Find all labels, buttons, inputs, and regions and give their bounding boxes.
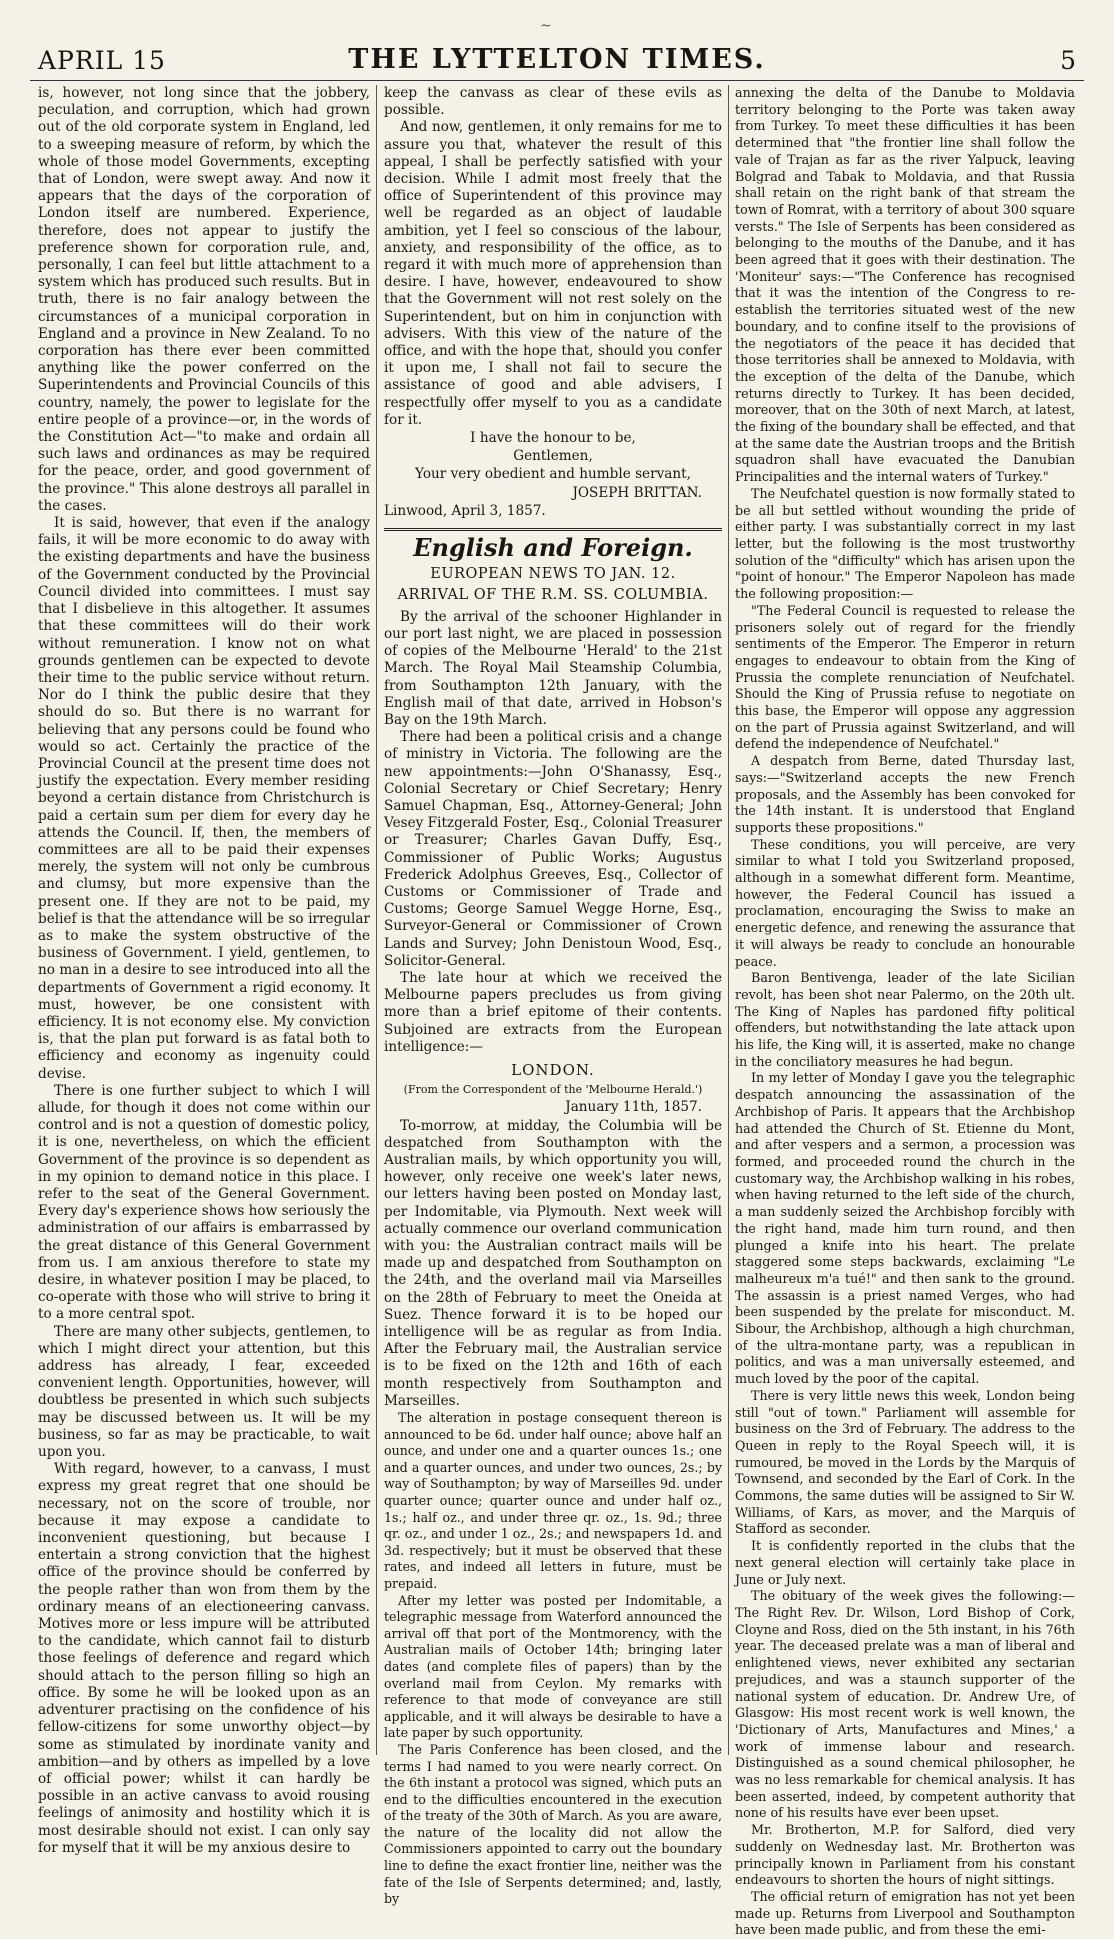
signoff-name: JOSEPH BRITTAN. [572, 484, 702, 501]
masthead [30, 40, 1084, 81]
london-small-type [384, 1410, 722, 1908]
news-paragraph: The late hour at which we received the Melbourne papers precludes us from giving more than a brief epitome of their contents. Subjoined are extracts from the European intelligence:— [384, 969, 722, 1055]
column-rule-1 [376, 85, 377, 1755]
news-paragraph: Baron Bentivenga, leader of the late Sicilian revolt, has been shot near Palermo, on the 20th ult. The King of Naples has pardoned fifty political offenders, but notwithstanding the late attack upon his life, the King will, it is asserted, make no change in the conciliatory measures he had begun. [735, 970, 1075, 1069]
news-paragraph: The obituary of the week gives the following:—The Right Rev. Dr. Wilson, Lord Bishop of Cork, Cloyne and Ross, died on the 5th instant, in his 76th year. The deceased prelate was a man of liberal and enlightened views, never exhibited any sectarian prejudices, and was a staunch supporter of the national system of education. Dr. Andrew Ure, of Glasgow: His most recent work is well known, the 'Dictionary of Arts, Manufactures and Mines,' a work of immense labour and research. Distinguished as a sound chemical philosopher, he was no less remarkable for chemical analysis. It has been asserted, indeed, by competent authority that none of his results have ever been upset. [735, 1588, 1075, 1821]
news-paragraph: It is confidently reported in the clubs that the next general election will certainly take place in June or July next. [735, 1538, 1075, 1587]
news-paragraph: The official return of emigration has not yet been made up. Returns from Liverpool and Southampton have been made public, and from these the emi- [735, 1888, 1075, 1938]
news-headline: EUROPEAN NEWS TO JAN. 12. [430, 566, 676, 583]
section-title: English and Foreign. [413, 533, 693, 563]
column-right [735, 85, 1075, 1938]
news-paragraph: A despatch from Berne, dated Thursday last, says:—"Switzerland accepts the new French proposals, and the Assembly has been convoked for the 14th instant. It is understood that England supports these propositions." [735, 753, 1075, 835]
news-paragraph: Mr. Brotherton, M.P. for Salford, died very suddenly on Wednesday last. Mr. Brotherton was principally known in Parliament from his constant endeavours to shorten the hours of night sittings. [735, 1822, 1075, 1888]
news-subheadline: ARRIVAL OF THE R.M. SS. COLUMBIA. [397, 587, 709, 604]
page-number: 5 [1060, 46, 1076, 75]
news-paragraph: "The Federal Council is requested to release the prisoners solely out of regard for the friendly sentiments of the Emperor. The Emperor in return engages to endeavour to obtain from the King of Prussia the complete renunciation of Neufchatel. Should the King of Prussia refuse to negotiate on this base, the Emperor will oppose any aggression on the part of Prussia against Switzerland, and will defend the independence of Neufchatel." [735, 602, 1075, 752]
article-paragraph: There are many other subjects, gentlemen, to which I might direct your attention, but this address has already, I fear, exceeded convenient length. Opportunities, however, will doubtless be presented in which such subjects may be discussed between us. It will be my business, so far as may be practicable, to wait upon you. [38, 1323, 370, 1461]
article-paragraph: There is one further subject to which I will allude, for though it does not come within our control and is not a question of domestic policy, it is one, nevertheless, on which the efficient Government of the province is so dependent as in my opinion to demand notice in this place. I refer to the seat of the General Government. Every day's experience shows how seriously the administration of our affairs is embarrassed by the great distance of this General Government from us. I am anxious therefore to state my desire, in whatever position I may be placed, to co-operate with those who will strive to bring it to a more central spot. [38, 1082, 370, 1323]
newspaper-title: THE LYTTELTON TIMES. [348, 44, 766, 75]
news-paragraph: The Neufchatel question is now formally stated to be all but settled without wounding the pride of either party. I was substantially correct in my last letter, but the following is the most trustworthy solution of the "difficulty" which has arisen upon the "point of honour." The Emperor Napoleon has made the following proposition:— [735, 485, 1075, 602]
news-paragraph: By the arrival of the schooner Highlander in our port last night, we are placed in possession of copies of the Melbourne 'Herald' to the 21st March. The Royal Mail Steamship Columbia, from Southampton 12th January, with the English mail of that date, arrived in Hobson's Bay on the 19th March. [384, 608, 722, 728]
issue-date: APRIL 15 [38, 46, 166, 75]
signoff-closing: Your very obedient and humble servant, [415, 466, 691, 483]
article-paragraph: It is said, however, that even if the analogy fails, it will be more economic to do away with the existing departments and have the business of the Government conducted by the Provincial Council divided into committees. I must say that I disbelieve in this altogether. It assumes that these committees will do their work without remuneration. I know not on what grounds gentlemen can be expected to devote their time to the public service without return. Nor do I think the public desire that they should do so. But there is no warrant for believing that any persons could be found who would so act. Certainly the practice of the Provincial Council at the present time does not justify the expectation. Every member residing beyond a certain distance from Christchurch is paid a certain sum per diem for every day he attends the Council. If, then, the members of committees are all to be paid their expenses merely, the system will not only be cumbrous and clumsy, but more expensive than the present one. If they are not to be paid, my belief is that the attendance will be so irregular as to make the system obstructive of the business of Government. I yield, gentlemen, to no man in a desire to see introduced into all the departments of Government a rigid economy. It must, however, be one consistent with efficiency. It is not economy else. My conviction is, that the plan put forward is as fatal both to efficiency and economy as ingenuity could devise. [38, 515, 370, 1082]
news-paragraph: These conditions, you will perceive, are very similar to what I told you Switzerland proposed, although in a somewhat different form. Meantime, however, the Federal Council has issued a proclamation, encouraging the Swiss to make an energetic defence, and renewing the assurance that it will always be ready to conclude an honourable peace. [735, 836, 1075, 969]
article-paragraph: With regard, however, to a canvass, I must express my great regret that one should be necessary, not on the score of trouble, nor because it may expose a candidate to inconvenient questioning, but because I entertain a strong conviction that the highest office of the province should be conferred by the people rather than won from them by the ordinary means of an electioneering canvass. Motives more or less impure will be attributed to the candidate, which cannot fail to disturb those feelings of deference and regard which should attach to the person filling so high an office. By some he will be looked upon as an adventurer practising on the confidence of his fellow-citizens for some unworthy object—by some as stimulated by inordinate vanity and ambition—and by others as impelled by a love of official power; whilst it can hardly be possible in an active canvass to avoid rousing feelings of animosity and hostility which it is most desirable should not exist. I can only say for myself that it will be my anxious desire to [38, 1461, 370, 1856]
london-paragraph: To-morrow, at midday, the Columbia will be despatched from Southampton with the Australian mails, by which opportunity you will, however, only receive one week's later news, our letters having been posted on Monday last, per Indomitable, via Plymouth. Next week will actually commence our overland communication with you: the Australian contract mails will be made up and despatched from Southampton on the 24th, and the overland mail via Marseilles on the 28th of February to meet the Oneida at Suez. Thence forward it is to be hoped our intelligence will be as regular as from India. After the February mail, the Australian service is to be fixed on the 12th and 16th of each month respectively from Southampton and Marseilles. [384, 1117, 722, 1409]
column-middle [384, 85, 722, 1907]
news-paragraph: There is very little news this week, London being still "out of town." Parliament will assemble for business on the 3rd of February. The address to the Queen in reply to the Royal Speech will, it is rumoured, be moved in the Lords by the Marquis of Townsend, and seconded by the Earl of Cork. In the Commons, the same duties will be assigned to Sir W. Williams, of Kars, as mover, and the Marquis of Stafford as seconder. [735, 1387, 1075, 1537]
article-paragraph: is, however, not long since that the jobbery, peculation, and corruption, which had grown out of the old corporate system in England, led to a sweeping measure of reform, by which the whole of those model Governments, excepting that of London, were swept away. And now it appears that the days of the corporation of London itself are numbered. Experience, therefore, does not appear to justify the preference shown for corporation rule, and, personally, I can feel but little attachment to a system which has produced such results. But in truth, there is no fair analogy between the circumstances of a municipal corporation in England and a province in New Zealand. To no corporation has there ever been committed anything like the power conferred on the Superintendents and Provincial Councils of this country, namely, the power to legislate for the entire people of a province—or, in the words of the Constitution Act—"to make and ordain all such laws and ordinances as may be required for the peace, order, and good government of the province." This alone destroys all parallel in the cases. [38, 85, 370, 514]
london-heading: LONDON. [511, 1060, 595, 1079]
masthead-ornament: ~ [540, 18, 552, 34]
london-paragraph: The alteration in postage consequent thereon is announced to be 6d. under half ounce; above half an ounce, and under one and a quarter ounces 1s.; one and a quarter ounces, and under two ounces, 2s.; by way of Southampton; by way of Marseilles 9d. under quarter ounce; quarter ounce and under half oz., 1s.; half oz., and under three qr. oz., 1s. 9d.; three qr. oz., and under 1 oz., 2s.; and newspapers 1d. and 3d. respectively; but it must be observed that these rates, and indeed all letters in future, must be prepaid. [384, 1410, 722, 1591]
signoff-honour: I have the honour to be, [470, 430, 636, 447]
london-date: January 11th, 1857. [565, 1099, 702, 1116]
news-paragraph: There had been a political crisis and a change of ministry in Victoria. The following are the new appointments:—John O'Shanassy, Esq., Colonial Secretary or Chief Secretary; Henry Samuel Chapman, Esq., Attorney-General; John Vesey Fitzgerald Foster, Esq., Colonial Treasurer or Treasurer; Charles Gavan Duffy, Esq., Commissioner of Public Works; Augustus Frederick Adolphus Greeves, Esq., Collector of Customs or Commissioner of Trade and Customs; George Samuel Wegge Horne, Esq., Surveyor-General or Commissioner of Crown Lands and Survey; John Denistoun Wood, Esq., Solicitor-General. [384, 729, 722, 969]
london-paragraph: The Paris Conference has been closed, and the terms I had named to you were nearly correct. On the 6th instant a protocol was signed, which puts an end to the difficulties encountered in the execution of the treaty of the 30th of March. As you are aware, the nature of the locality did not allow the Commissioners appointed to carry out the boundary line to define the exact frontier line, neither was the fate of the Isle of Serpents determined; and, lastly, by [384, 1741, 722, 1907]
news-paragraph: In my letter of Monday I gave you the telegraphic despatch announcing the assassination of the Archbishop of Paris. It appears that the Archbishop had attended the Church of St. Etienne du Mont, and after vespers and a sermon, a procession was formed, and proceeded round the church in the customary way, the Archbishop walking in his robes, when having returned to the left side of the church, a man suddenly seized the Archbishop forcibly with the right hand, made him turn round, and then plunged a knife into his heart. The prelate staggered some steps backwards, exclaiming "Le malheureux m'a tué!" and then sank to the ground. The assassin is a priest named Verges, who had been suspended by the prelate for misconduct. M. Sibour, the Archbishop, although a high churchman, of the ultra-montane party, was a republican in politics, and was a man universally esteemed, and much loved by the poor of the capital. [735, 1070, 1075, 1387]
signoff-place-date: Linwood, April 3, 1857. [384, 502, 546, 519]
news-paragraph: annexing the delta of the Danube to Moldavia territory belonging to the Porte was taken away from Turkey. To meet these difficulties it has been determined that "the frontier line shall follow the vale of Trajan as far as the river Yalpuck, leaving Bolgrad and Tabak to Moldavia, and that Russia shall retain on the right bank of that stream the town of Romrat, with a territory of about 300 square versts." The Isle of Serpents has been considered as belonging to the mouths of the Danube, and it has been agreed that it goes with their destination. The 'Moniteur' says:—"The Conference has recognised that it was the intention of the Congress to re-establish the territories situated west of the new boundary, and to confine itself to the provisions of the negotiators of the peace it has decided that those territories shall be annexed to Moldavia, with the exception of the delta of the Danube, which returns directly to Turkey. It has been decided, moreover, that on the 30th of next March, at latest, the fixing of the boundary shall be effected, and that at the same date the Austrian troops and the British squadron shall have evacuated the Danubian Principalities and the internal waters of Turkey." [735, 85, 1075, 485]
london-source: (From the Correspondent of the 'Melbourne Herald.') [403, 1083, 703, 1097]
letter-paragraph: And now, gentlemen, it only remains for me to assure you that, whatever the result of this appeal, I shall be perfectly satisfied with your decision. While I admit most freely that the office of Superintendent of this province may well be regarded as an object of laudable ambition, yet I feel so conscious of the labour, anxiety, and responsibility of the office, as to regard it with much more of apprehension than desire. I have, however, endeavoured to show that the Government will not rest solely on the Superintendent, but on him in conjunction with advisers. With this view of the nature of the office, and with the hope that, should you confer it upon me, I shall not fail to secure the assistance of good and able advisers, I respectfully offer myself to you as a candidate for it. [384, 119, 722, 428]
column-rule-2 [728, 85, 729, 1755]
signoff-salutation: Gentlemen, [513, 448, 593, 465]
london-paragraph: After my letter was posted per Indomitable, a telegraphic message from Waterford announced the arrival off that port of the Montmorency, with the Australian mails of October 14th; bringing later dates (and complete files of papers) than by the overland mail from Ceylon. My remarks with reference to that mode of conveyance are still applicable, and it will always be desirable to have a late paper by such opportunity. [384, 1592, 722, 1741]
letter-paragraph: keep the canvass as clear of these evils as possible. [384, 85, 722, 119]
section-divider [384, 528, 722, 531]
column-left [38, 85, 370, 1856]
